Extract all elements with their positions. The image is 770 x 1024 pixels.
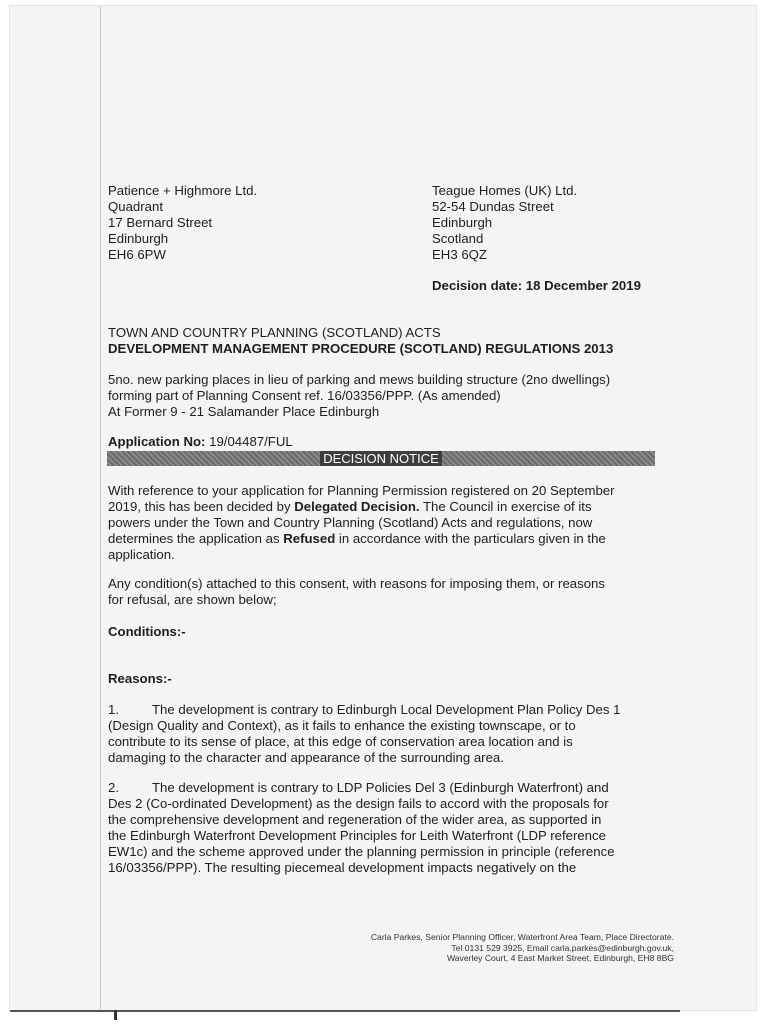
footer-line: Carla Parkes, Senior Planning Officer, Waterfront Area Team, Place Directorate. xyxy=(370,932,674,942)
recipient-line: 52-54 Dundas Street xyxy=(432,199,554,214)
intro-paragraph xyxy=(108,483,615,563)
reason-line: damaging to the character and appearance of the surrounding area. xyxy=(108,750,504,765)
application-value: 19/04487/FUL xyxy=(209,434,293,449)
decision-notice-banner xyxy=(107,451,655,466)
proposal-line: forming part of Planning Consent ref. 16/03356/PPP. (As amended) xyxy=(108,388,501,403)
intro-line: application. xyxy=(108,547,175,562)
proposal-line: At Former 9 - 21 Salamander Place Edinburgh xyxy=(108,404,380,419)
intro-line: With reference to your application for Planning Permission registered on 20 September xyxy=(108,483,615,498)
reason-line: the comprehensive development and regeneration of the wider area, as supported in xyxy=(108,812,602,827)
intro-text: The Council in exercise of its xyxy=(419,499,592,514)
fold-line-vertical xyxy=(100,6,101,1010)
reason-line: EW1c) and the scheme approved under the planning permission in principle (reference xyxy=(108,844,615,859)
sender-line: Patience + Highmore Ltd. xyxy=(108,183,258,198)
sender-line: EH6 6PW xyxy=(108,247,166,262)
recipient-line: Edinburgh xyxy=(432,215,493,230)
conditions-intro xyxy=(108,576,605,608)
scan-mark xyxy=(114,1010,117,1020)
intro-line: powers under the Town and Country Planning (Scotland) Acts and regulations, now xyxy=(108,515,593,530)
reasons-heading: Reasons:- xyxy=(108,671,172,686)
reason-1 xyxy=(108,702,620,766)
footer-line: Tel 0131 529 3925, Email carla.parkes@edinburgh.gov.uk, xyxy=(451,942,674,953)
footer-line: Waverley Court, 4 East Market Street, Edinburgh, EH8 8BG xyxy=(446,953,674,963)
recipient-address xyxy=(432,183,577,263)
reason-2 xyxy=(108,780,615,876)
sender-line: Quadrant xyxy=(108,199,163,214)
intro-text: in accordance with the particulars given in the xyxy=(335,531,606,546)
intro-text: determines the application as xyxy=(108,531,284,546)
refused-status: Refused xyxy=(283,531,336,546)
recipient-line: Teague Homes (UK) Ltd. xyxy=(432,183,578,198)
application-label: Application No: xyxy=(108,434,206,449)
heading-regulations: DEVELOPMENT MANAGEMENT PROCEDURE (SCOTLAND) REGULATIONS 2013 xyxy=(108,341,614,356)
intro-text: 2019, this has been decided by xyxy=(108,499,295,514)
intro-line xyxy=(108,531,615,547)
reason-line: the Edinburgh Waterfront Development Principles for Leith Waterfront (LDP reference xyxy=(108,828,606,843)
page-bottom-edge xyxy=(10,1010,680,1012)
application-number xyxy=(108,434,293,450)
proposal-line: 5no. new parking places in lieu of parking and mews building structure (2no dwellings) xyxy=(108,372,611,387)
officer-contact-footer xyxy=(371,932,674,964)
reason-line: The development is contrary to Edinburgh Local Development Plan Policy Des 1 xyxy=(152,702,621,717)
reason-line: Des 2 (Co-ordinated Development) as the design fails to accord with the proposals for xyxy=(108,796,609,811)
heading-acts: TOWN AND COUNTRY PLANNING (SCOTLAND) ACTS xyxy=(108,325,441,340)
reason-number: 1. xyxy=(108,702,119,717)
sender-line: Edinburgh xyxy=(108,231,169,246)
conditions-intro-line: for refusal, are shown below; xyxy=(108,592,277,607)
conditions-intro-line: Any condition(s) attached to this consent, with reasons for imposing them, or reasons xyxy=(108,576,605,591)
delegated-decision: Delegated Decision. xyxy=(294,499,420,514)
proposal-description xyxy=(108,372,610,420)
recipient-line: Scotland xyxy=(432,231,484,246)
reason-line: contribute to its sense of place, at this edge of conservation area location and is xyxy=(108,734,573,749)
conditions-heading: Conditions:- xyxy=(108,624,186,639)
reason-number: 2. xyxy=(108,780,119,795)
sender-address xyxy=(108,183,257,263)
reason-line: 16/03356/PPP). The resulting piecemeal development impacts negatively on the xyxy=(108,860,577,875)
sender-line: 17 Bernard Street xyxy=(108,215,213,230)
intro-line xyxy=(108,499,615,515)
decision-date: Decision date: 18 December 2019 xyxy=(432,278,641,293)
decision-notice-label: DECISION NOTICE xyxy=(320,451,442,466)
reason-line: The development is contrary to LDP Policies Del 3 (Edinburgh Waterfront) and xyxy=(152,780,609,795)
recipient-line: EH3 6QZ xyxy=(432,247,487,262)
reason-line: (Design Quality and Context), as it fails to enhance the existing townscape, or to xyxy=(108,718,576,733)
